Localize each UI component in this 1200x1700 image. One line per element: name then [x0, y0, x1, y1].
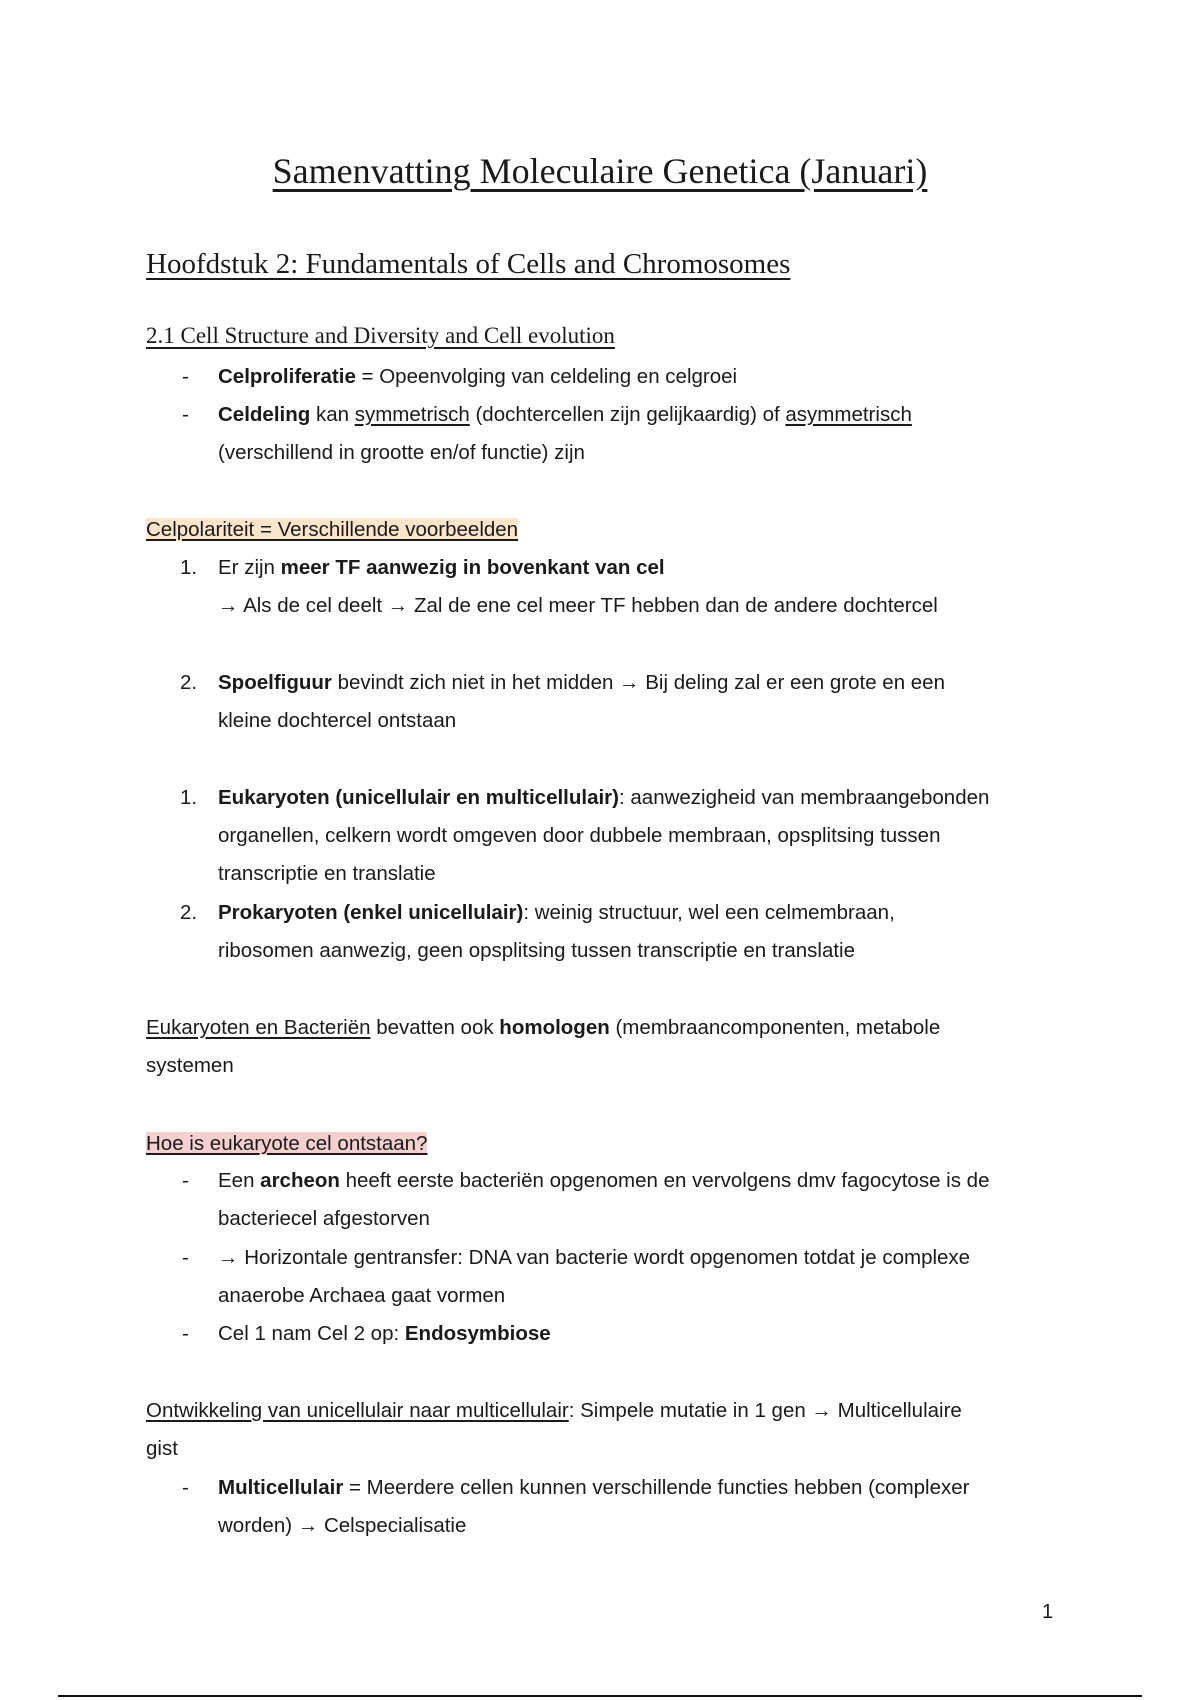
page-title: Samenvatting Moleculaire Genetica (Januari): [272, 151, 928, 191]
paragraph-multicellulair: Ontwikkeling van unicellulair naar multicellulair: Simpele mutatie in 1 gen → Multicellulaire: [146, 1399, 962, 1422]
list-item-prokaryoten: Prokaryoten (enkel unicellulair): weinig structuur, wel een celmembraan,: [218, 901, 895, 924]
page-bottom-divider: [58, 1695, 1142, 1697]
list-item-eukaryoten: Eukaryoten (unicellulair en multicellulair): aanwezigheid van membraangebonden: [218, 786, 990, 809]
bullet-marker: -: [182, 403, 189, 426]
list-item-polarity-2: Spoelfiguur bevindt zich niet in het midden → Bij deling zal er een grote en een: [218, 671, 945, 694]
list-number: 2.: [180, 901, 198, 924]
page-number: 1: [1042, 1601, 1054, 1623]
list-item-continuation: (verschillend in grootte en/of functie) zijn: [218, 441, 585, 464]
bullet-marker: -: [182, 1476, 189, 1499]
list-item-continuation: anaerobe Archaea gaat vormen: [218, 1284, 506, 1307]
list-item-continuation: ribosomen aanwezig, geen opsplitsing tussen transcriptie en translatie: [218, 939, 856, 962]
bullet-marker: -: [182, 1169, 189, 1192]
section-heading: 2.1 Cell Structure and Diversity and Cell evolution: [146, 323, 615, 348]
bullet-marker: -: [182, 1246, 189, 1269]
list-number: 2.: [180, 671, 198, 694]
list-item-continuation: → Als de cel deelt → Zal de ene cel meer TF hebben dan de andere dochtercel: [218, 594, 938, 617]
bullet-marker: -: [182, 365, 189, 388]
list-item-continuation: worden) → Celspecialisatie: [218, 1514, 467, 1537]
bullet-marker: -: [182, 1322, 189, 1345]
highlight-heading-celpolariteit: Celpolariteit = Verschillende voorbeelden: [146, 518, 519, 541]
list-item-endosymbiose: Cel 1 nam Cel 2 op: Endosymbiose: [218, 1322, 551, 1345]
list-item-celdeling: Celdeling kan symmetrisch (dochtercellen zijn gelijkaardig) of asymmetrisch: [218, 403, 912, 426]
list-item-gentransfer: → Horizontale gentransfer: DNA van bacterie wordt opgenomen totdat je complexe: [218, 1246, 971, 1269]
list-item-archeon: Een archeon heeft eerste bacteriën opgenomen en vervolgens dmv fagocytose is de: [218, 1169, 990, 1192]
list-item-celproliferatie: Celproliferatie = Opeenvolging van celdeling en celgroei: [218, 365, 738, 388]
list-item-continuation: transcriptie en translatie: [218, 862, 436, 885]
list-number: 1.: [180, 556, 198, 579]
paragraph-continuation: gist: [146, 1437, 178, 1460]
list-item-continuation: bacteriecel afgestorven: [218, 1207, 430, 1230]
list-item-polarity-1: Er zijn meer TF aanwezig in bovenkant van cel: [218, 556, 665, 579]
paragraph-homologen: Eukaryoten en Bacteriën bevatten ook homologen (membraancomponenten, metabole: [146, 1016, 941, 1039]
list-item-multicellulair: Multicellulair = Meerdere cellen kunnen verschillende functies hebben (complexer: [218, 1476, 970, 1499]
list-number: 1.: [180, 786, 198, 809]
highlight-heading-origin: Hoe is eukaryote cel ontstaan?: [146, 1132, 428, 1155]
chapter-heading: Hoofdstuk 2: Fundamentals of Cells and Chromosomes: [146, 248, 791, 280]
list-item-continuation: kleine dochtercel ontstaan: [218, 709, 457, 732]
paragraph-continuation: systemen: [146, 1054, 234, 1077]
list-item-continuation: organellen, celkern wordt omgeven door dubbele membraan, opsplitsing tussen: [218, 824, 941, 847]
